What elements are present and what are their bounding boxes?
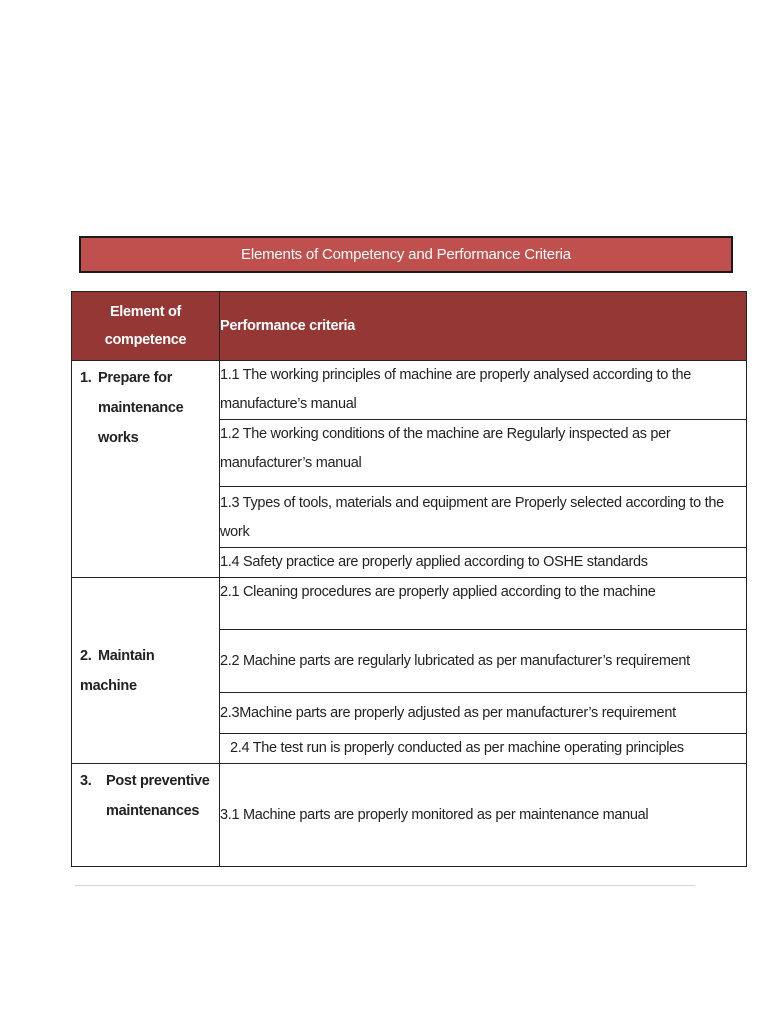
- element-label-line: maintenances: [106, 803, 200, 819]
- column-header-element: Element of competence: [72, 292, 220, 361]
- criterion-cell: 1.3 Types of tools, materials and equipment are Properly selected according to the work: [220, 487, 747, 548]
- criterion-cell: 3.1 Machine parts are properly monitored as per maintenance manual: [220, 764, 747, 867]
- criterion-cell: 1.1 The working principles of machine are properly analysed according to the manufacture’s manual: [220, 361, 747, 420]
- element-cell-2: [72, 578, 220, 764]
- section-title-banner: [79, 236, 733, 273]
- table-row: [72, 578, 747, 630]
- element-number: 3.: [80, 773, 92, 789]
- element-cell-1: [72, 361, 220, 578]
- competency-table: [71, 291, 747, 867]
- element-number: 1.: [80, 370, 92, 386]
- element-cell-3: [72, 764, 220, 867]
- column-header-criteria: Performance criteria: [220, 292, 747, 361]
- criterion-cell: 1.2 The working conditions of the machine are Regularly inspected as per manufacturer’s manual: [220, 420, 747, 487]
- table-header-row: [72, 292, 747, 361]
- criterion-cell: 2.2 Machine parts are regularly lubricated as per manufacturer’s requirement: [220, 630, 747, 693]
- element-label-line: Post preventive: [106, 773, 210, 789]
- element-number: 2.: [80, 647, 92, 664]
- criterion-cell: 1.4 Safety practice are properly applied according to OSHE standards: [220, 548, 747, 578]
- element-label-line: Maintain machine: [80, 647, 155, 694]
- table-row: [72, 361, 747, 420]
- element-label-line: Prepare for: [98, 370, 173, 386]
- section-title: Elements of Competency and Performance Criteria: [241, 246, 571, 263]
- element-label-line: works: [98, 430, 139, 446]
- page-divider: [75, 885, 695, 886]
- criterion-cell: 2.3Machine parts are properly adjusted as per manufacturer’s requirement: [220, 693, 747, 734]
- criterion-cell: 2.4 The test run is properly conducted as per machine operating principles: [220, 734, 747, 764]
- element-label-line: maintenance: [98, 400, 184, 416]
- criterion-cell: 2.1 Cleaning procedures are properly applied according to the machine: [220, 578, 747, 630]
- table-row: [72, 764, 747, 867]
